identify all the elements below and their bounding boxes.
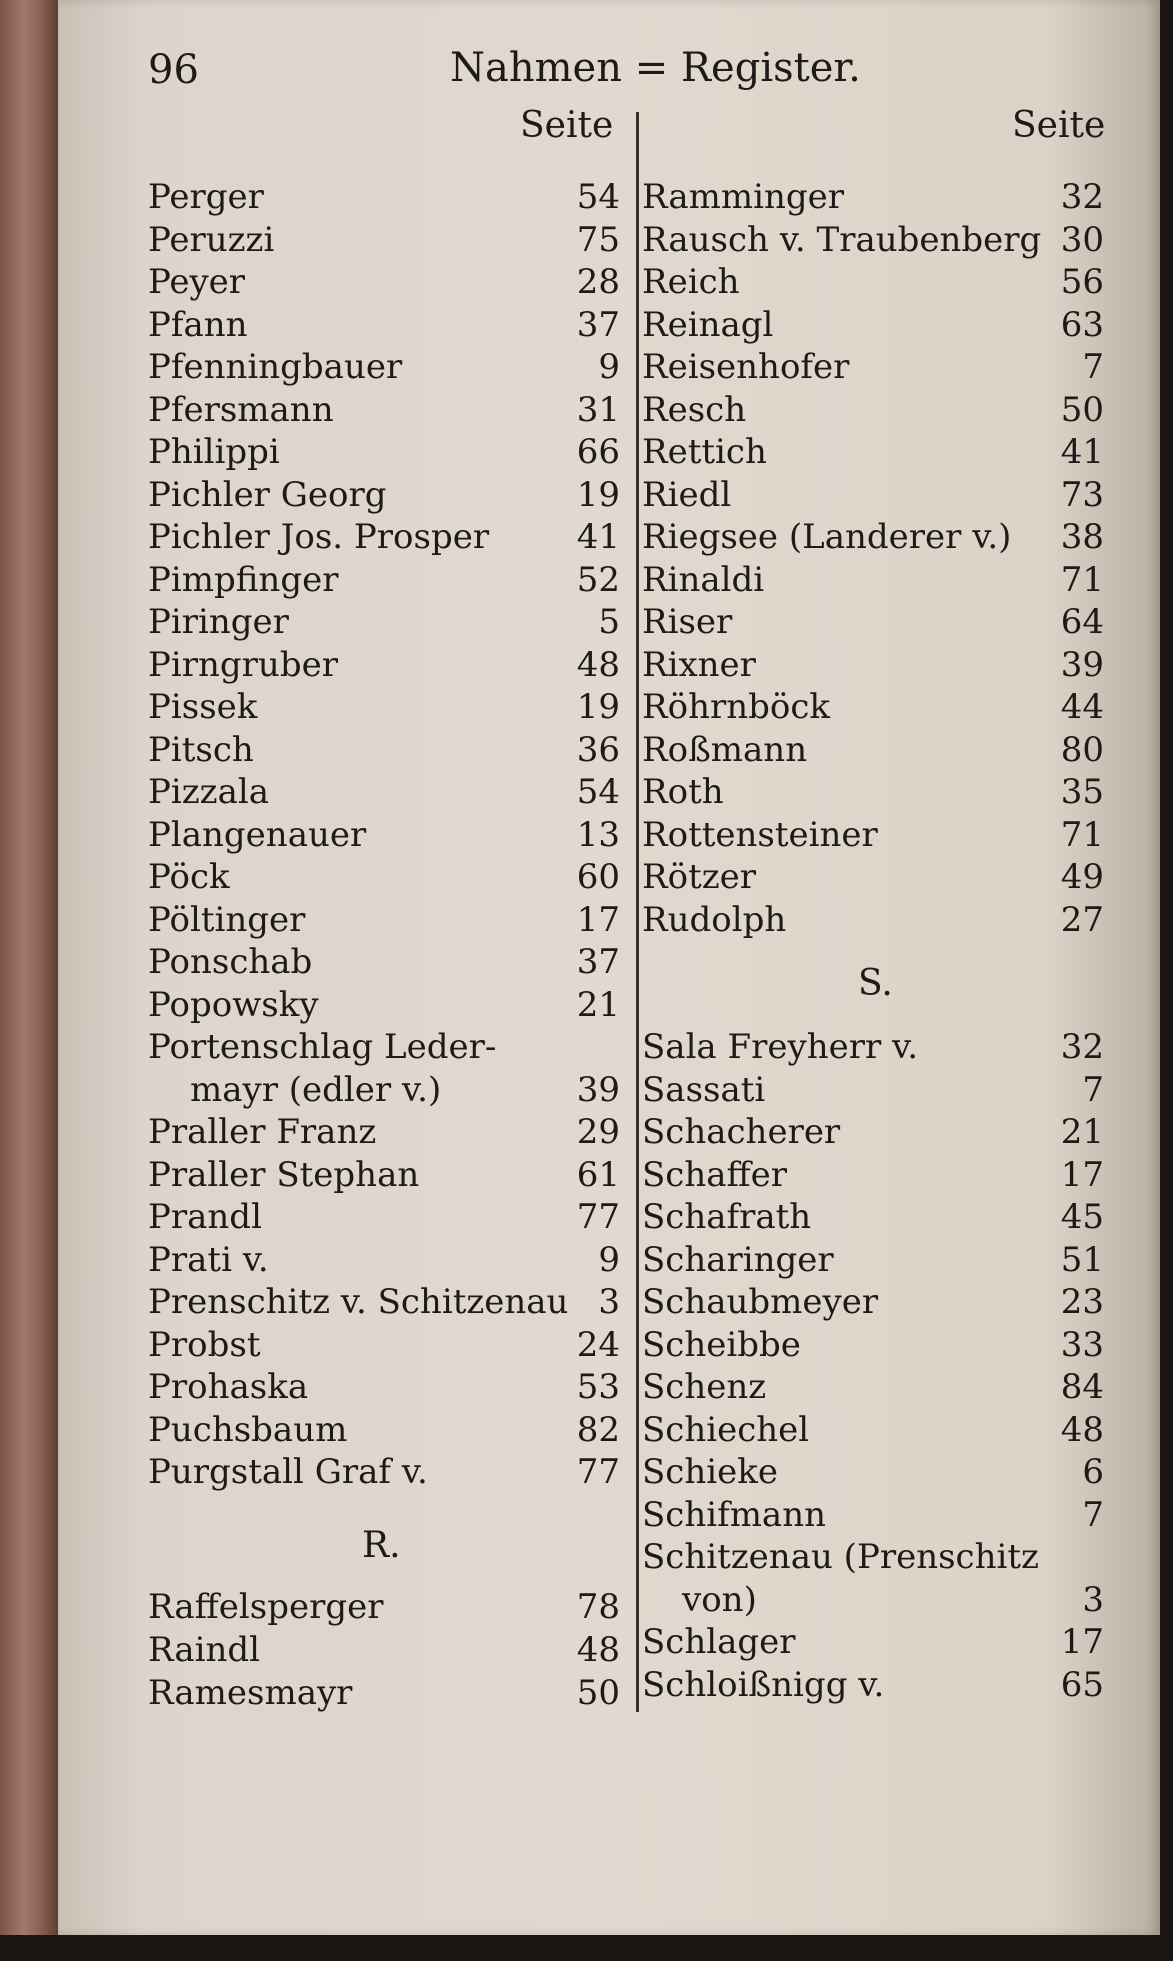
- right-entry-page: 71: [1060, 814, 1104, 855]
- left-entry-name: Pöltinger: [148, 899, 306, 940]
- left-entry-page: 21: [576, 984, 620, 1025]
- right-entry-name: Rausch v. Traubenberg: [642, 219, 1042, 260]
- left-entry-page: 53: [576, 1367, 620, 1407]
- left-entry-name: Puchsbaum: [148, 1409, 348, 1450]
- right-entry-name: Reisenhofer: [642, 347, 850, 387]
- right-entry-page: 38: [1060, 517, 1104, 557]
- left-entry-name: mayr (edler v.): [190, 1069, 442, 1110]
- left-entry-page: 9: [598, 347, 620, 387]
- right-entry-page: 32: [1060, 1027, 1104, 1067]
- right-entry-page: 80: [1060, 729, 1104, 770]
- right-entry-name: Schloißnigg v.: [642, 1664, 885, 1705]
- left-entry-name: Pöck: [148, 857, 230, 897]
- left-entry-name: Probst: [148, 1324, 261, 1365]
- page-edge-right: [1160, 0, 1173, 1961]
- left-entry-page: 54: [576, 177, 620, 217]
- right-entry-name: Schitzenau (Prenschitz: [642, 1537, 1039, 1577]
- right-entry-page: 35: [1060, 772, 1104, 812]
- left-entry-name: Prohaska: [148, 1367, 309, 1407]
- page-number: 96: [148, 47, 199, 93]
- left-entry-page: 37: [576, 304, 620, 345]
- left-entry-page: 3: [598, 1282, 620, 1322]
- right-entry-name: Sala Freyherr v.: [642, 1027, 919, 1067]
- page-edge-bottom: [0, 1935, 1173, 1961]
- section-letter-s: S.: [858, 963, 893, 1004]
- right-entry-page: 6: [1082, 1452, 1104, 1492]
- left-entry-name: Raindl: [148, 1630, 261, 1670]
- right-entry-page: 41: [1060, 432, 1104, 472]
- running-head: Nahmen = Register.: [450, 45, 861, 91]
- right-entry-page: 73: [1060, 474, 1104, 515]
- left-entry-page: 54: [576, 772, 620, 812]
- left-entry-name: Peyer: [148, 262, 246, 302]
- left-entry-page: 31: [576, 389, 620, 430]
- right-entry-page: 63: [1060, 304, 1104, 345]
- right-entry-name: von): [682, 1579, 757, 1620]
- left-entry-name: Pfenningbauer: [148, 347, 403, 387]
- left-entry-name: Praller Franz: [148, 1112, 377, 1152]
- right-entry-name: Schafrath: [642, 1197, 812, 1237]
- right-entry-page: 84: [1060, 1367, 1104, 1407]
- right-entry-name: Scharinger: [642, 1239, 834, 1280]
- right-entry-page: 48: [1060, 1409, 1104, 1450]
- left-entry-name: Pfann: [148, 304, 248, 345]
- right-entry-page: 21: [1060, 1112, 1104, 1152]
- right-entry-name: Schaubmeyer: [642, 1282, 879, 1322]
- left-entry-name: Pirngruber: [148, 644, 338, 685]
- left-entry-page: 36: [576, 729, 620, 770]
- left-entry-name: Philippi: [148, 432, 280, 472]
- right-entry-page: 32: [1060, 177, 1104, 217]
- right-entry-page: 56: [1060, 262, 1104, 302]
- left-entry-page: 19: [576, 474, 620, 515]
- right-entry-name: Rottensteiner: [642, 814, 878, 855]
- left-entry-page: 48: [576, 1630, 620, 1670]
- left-entry-page: 77: [576, 1197, 620, 1237]
- right-entry-name: Schaffer: [642, 1154, 788, 1195]
- right-entry-name: Rötzer: [642, 857, 757, 897]
- right-entry-name: Schacherer: [642, 1112, 841, 1152]
- left-entry-name: Portenschlag Leder-: [148, 1027, 497, 1067]
- right-entry-page: 71: [1060, 559, 1104, 600]
- right-entry-name: Riedl: [642, 474, 732, 515]
- right-entry-page: 33: [1060, 1324, 1104, 1365]
- left-entry-name: Ponschab: [148, 942, 313, 982]
- right-entry-name: Rinaldi: [642, 559, 765, 600]
- column-divider: [636, 112, 639, 1712]
- right-entry-page: 64: [1060, 602, 1104, 642]
- left-entry-name: Pichler Jos. Prosper: [148, 517, 490, 557]
- right-entry-page: 3: [1082, 1579, 1104, 1620]
- right-entry-name: Schieke: [642, 1452, 778, 1492]
- left-entry-page: 5: [598, 602, 620, 642]
- left-entry-page: 66: [576, 432, 620, 472]
- right-entry-name: Roth: [642, 772, 724, 812]
- left-entry-name: Raffelsperger: [148, 1587, 384, 1627]
- left-entry-name: Plangenauer: [148, 814, 367, 855]
- left-entry-name: Pichler Georg: [148, 474, 387, 515]
- right-entry-page: 7: [1082, 1494, 1104, 1535]
- left-entry-page: 39: [576, 1069, 620, 1110]
- right-entry-name: Reich: [642, 262, 740, 302]
- left-entry-page: 17: [576, 899, 620, 940]
- left-entry-page: 13: [576, 814, 620, 855]
- right-entry-name: Reinagl: [642, 304, 774, 345]
- left-entry-name: Pissek: [148, 687, 258, 727]
- right-entry-name: Röhrnböck: [642, 687, 830, 727]
- left-entry-name: Pizzala: [148, 772, 269, 812]
- left-entry-page: 50: [576, 1673, 620, 1713]
- seite-label-left: Seite: [520, 105, 614, 146]
- right-entry-page: 45: [1060, 1197, 1104, 1237]
- right-entry-page: 44: [1060, 687, 1104, 727]
- left-entry-page: 28: [576, 262, 620, 302]
- right-entry-name: Riegsee (Landerer v.): [642, 517, 1012, 557]
- right-entry-page: 23: [1060, 1282, 1104, 1322]
- left-entry-name: Ramesmayr: [148, 1673, 353, 1713]
- left-entry-page: 60: [576, 857, 620, 897]
- left-entry-page: 82: [576, 1409, 620, 1450]
- left-entry-name: Piringer: [148, 602, 289, 642]
- left-entry-name: Praller Stephan: [148, 1154, 420, 1195]
- right-entry-page: 50: [1060, 389, 1104, 430]
- right-entry-name: Sassati: [642, 1069, 766, 1110]
- left-entry-page: 41: [576, 517, 620, 557]
- book-spine: [0, 0, 58, 1961]
- seite-label-right: Seite: [1012, 105, 1106, 146]
- right-entry-name: Scheibbe: [642, 1324, 801, 1365]
- left-entry-page: 19: [576, 687, 620, 727]
- right-entry-name: Schiechel: [642, 1409, 810, 1450]
- left-entry-name: Pitsch: [148, 729, 254, 770]
- right-entry-name: Rudolph: [642, 899, 787, 940]
- right-entry-name: Rixner: [642, 644, 756, 685]
- right-entry-page: 30: [1060, 219, 1104, 260]
- left-entry-page: 29: [576, 1112, 620, 1152]
- left-entry-name: Prati v.: [148, 1239, 269, 1280]
- right-entry-name: Schenz: [642, 1367, 767, 1407]
- right-entry-name: Resch: [642, 389, 747, 430]
- right-entry-page: 7: [1082, 347, 1104, 387]
- right-entry-page: 49: [1060, 857, 1104, 897]
- section-letter-r: R.: [362, 1525, 401, 1566]
- left-entry-page: 9: [598, 1239, 620, 1280]
- right-entry-page: 27: [1060, 899, 1104, 940]
- right-entry-page: 51: [1060, 1239, 1104, 1280]
- left-entry-page: 75: [576, 219, 620, 260]
- right-entry-name: Roßmann: [642, 729, 808, 770]
- right-entry-name: Riser: [642, 602, 733, 642]
- left-entry-page: 61: [576, 1154, 620, 1195]
- left-entry-page: 78: [576, 1587, 620, 1627]
- right-entry-page: 7: [1082, 1069, 1104, 1110]
- left-entry-page: 52: [576, 559, 620, 600]
- left-entry-page: 77: [576, 1452, 620, 1492]
- right-entry-page: 65: [1060, 1664, 1104, 1705]
- right-entry-name: Schlager: [642, 1622, 796, 1662]
- left-entry-page: 37: [576, 942, 620, 982]
- left-entry-page: 48: [576, 644, 620, 685]
- left-entry-name: Perger: [148, 177, 264, 217]
- right-entry-page: 17: [1060, 1154, 1104, 1195]
- left-entry-name: Pfersmann: [148, 389, 334, 430]
- left-entry-name: Peruzzi: [148, 219, 275, 260]
- left-entry-name: Prandl: [148, 1197, 262, 1237]
- right-entry-page: 39: [1060, 644, 1104, 685]
- left-entry-name: Purgstall Graf v.: [148, 1452, 428, 1492]
- right-entry-name: Schifmann: [642, 1494, 826, 1535]
- left-entry-name: Pimpfinger: [148, 559, 339, 600]
- left-entry-name: Prenschitz v. Schitzenau: [148, 1282, 569, 1322]
- right-entry-name: Ramminger: [642, 177, 845, 217]
- right-entry-name: Rettich: [642, 432, 767, 472]
- left-entry-name: Popowsky: [148, 984, 319, 1025]
- right-entry-page: 17: [1060, 1622, 1104, 1662]
- left-entry-page: 24: [576, 1324, 620, 1365]
